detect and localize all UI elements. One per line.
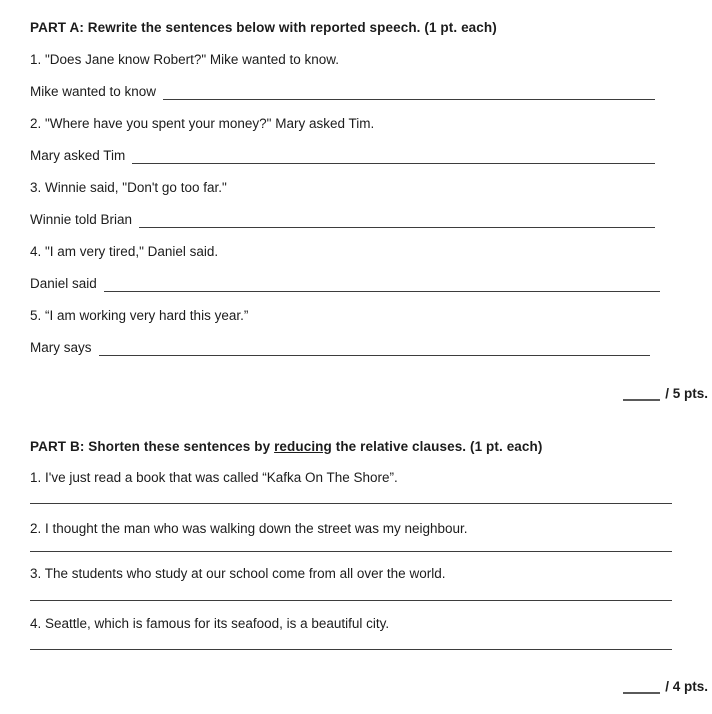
part-a-answer-row-3 bbox=[30, 211, 655, 228]
part-b-heading-underlined-word: reducing bbox=[274, 439, 332, 454]
part-a-heading: PART A: Rewrite the sentences below with reported speech. (1 pt. each) bbox=[30, 20, 497, 35]
part-b-answer-line-1[interactable] bbox=[30, 503, 672, 504]
part-a-answer-line-4[interactable] bbox=[104, 276, 660, 292]
part-a-score-label: / 5 pts. bbox=[665, 386, 708, 401]
part-b-score-label: / 4 pts. bbox=[665, 679, 708, 694]
part-a-answer-row-4 bbox=[30, 275, 660, 292]
part-b-heading bbox=[30, 438, 542, 455]
part-b-answer-line-4[interactable] bbox=[30, 649, 672, 650]
part-a-answer-stem-5: Mary says bbox=[30, 340, 92, 355]
part-b-answer-line-2[interactable] bbox=[30, 551, 672, 552]
part-b-heading-suffix: the relative clauses. (1 pt. each) bbox=[331, 439, 543, 454]
part-a-answer-row-5 bbox=[30, 339, 650, 356]
part-b-score-blank[interactable] bbox=[623, 680, 660, 694]
part-b-score bbox=[623, 679, 708, 694]
part-a-question-4: 4. "I am very tired," Daniel said. bbox=[30, 244, 219, 259]
part-a-score-blank[interactable] bbox=[623, 387, 660, 401]
part-a-answer-stem-4: Daniel said bbox=[30, 276, 97, 291]
part-a-answer-row-1 bbox=[30, 83, 655, 100]
part-b-question-1: 1. I've just read a book that was called “Kafka On The Shore”. bbox=[30, 470, 398, 485]
part-a-question-3: 3. Winnie said, "Don't go too far." bbox=[30, 180, 227, 195]
part-a-answer-stem-3: Winnie told Brian bbox=[30, 212, 133, 227]
part-a-answer-line-3[interactable] bbox=[139, 212, 655, 228]
part-a-answer-line-5[interactable] bbox=[99, 340, 650, 356]
part-a-answer-stem-2: Mary asked Tim bbox=[30, 148, 126, 163]
part-a-question-1: 1. "Does Jane know Robert?" Mike wanted to know. bbox=[30, 52, 339, 67]
part-a-answer-row-2 bbox=[30, 147, 655, 164]
part-a-question-2: 2. "Where have you spent your money?" Mary asked Tim. bbox=[30, 116, 375, 131]
part-b-question-3: 3. The students who study at our school come from all over the world. bbox=[30, 566, 446, 581]
part-a-question-5: 5. “I am working very hard this year.” bbox=[30, 308, 249, 323]
part-a-answer-line-2[interactable] bbox=[132, 148, 655, 164]
part-a-answer-stem-1: Mike wanted to know bbox=[30, 84, 157, 99]
part-b-question-2: 2. I thought the man who was walking down the street was my neighbour. bbox=[30, 521, 468, 536]
part-a-score bbox=[623, 386, 708, 401]
part-b-question-4: 4. Seattle, which is famous for its seafood, is a beautiful city. bbox=[30, 616, 390, 631]
part-b-heading-prefix: PART B: Shorten these sentences by bbox=[30, 439, 275, 454]
part-b-answer-line-3[interactable] bbox=[30, 600, 672, 601]
part-a-answer-line-1[interactable] bbox=[163, 84, 655, 100]
